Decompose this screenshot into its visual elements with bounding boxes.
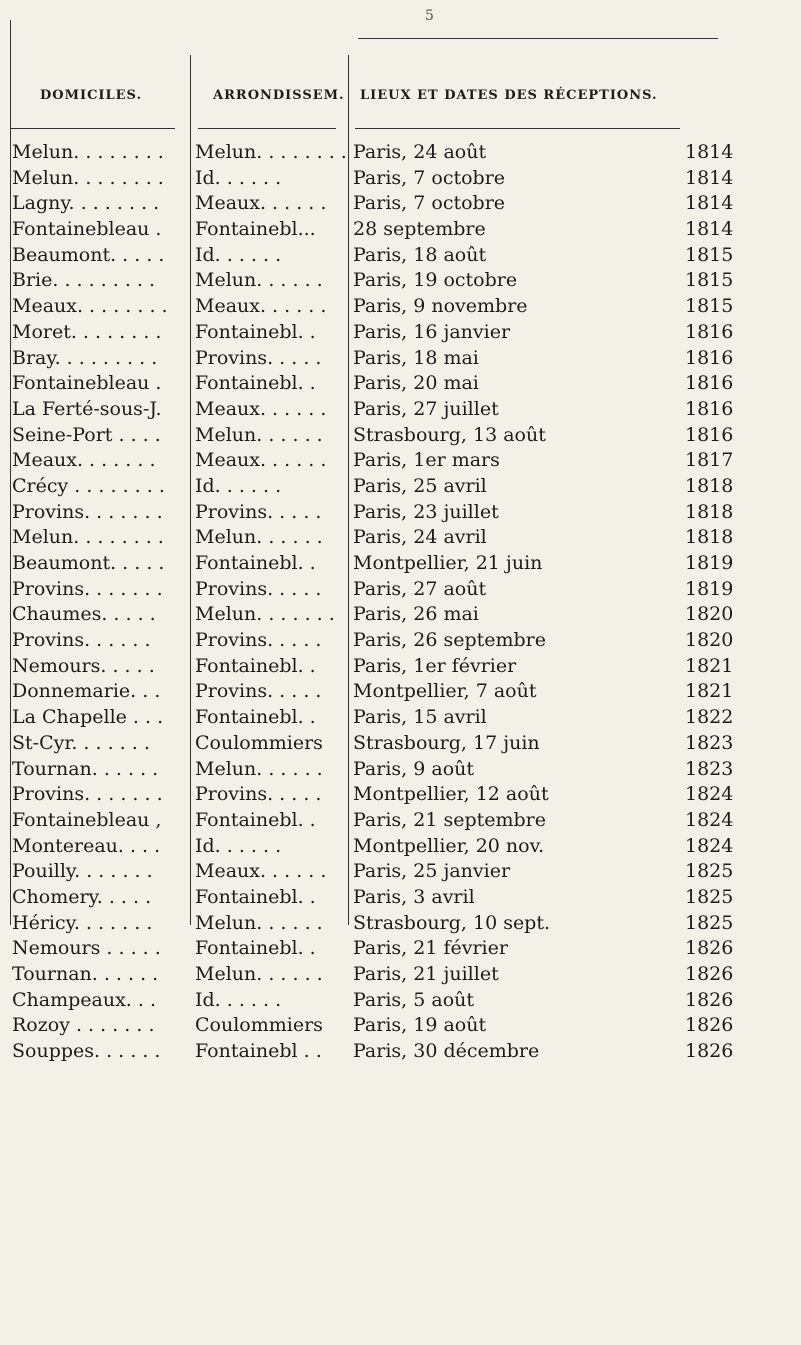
domicile-cell: Donnemarie. . . [12,680,161,703]
arrondissement-cell: Melun. . . . . . [195,423,323,446]
table-row [0,705,801,731]
domicile-cell: Chomery. . . . . [12,885,152,908]
lieu-date-cell: Paris, 21 septembre [353,808,547,831]
arrondissement-cell: Melun. . . . . . [195,757,323,780]
year-cell: 1820 [685,603,734,626]
domicile-cell: Melun. . . . . . . . [12,526,164,549]
table-row [0,243,801,269]
table-row [0,320,801,346]
arrondissement-cell: Fontainebl. . [195,320,316,343]
arrondissement-cell: Meaux. . . . . . [195,397,327,420]
domicile-cell: Brie. . . . . . . . . [12,269,156,292]
domicile-cell: Fontainebleau , [12,808,162,831]
domicile-cell: Melun. . . . . . . . [12,141,164,163]
header-rule-3 [355,128,680,129]
table-row [0,474,801,500]
domicile-cell: St-Cyr. . . . . . . [12,731,150,754]
year-cell: 1826 [685,988,734,1011]
arrondissement-cell: Melun. . . . . . [195,526,323,549]
domicile-cell: Meaux. . . . . . . . [12,295,168,318]
header-domiciles: DOMICILES. [40,88,142,103]
domicile-cell: Provins. . . . . . . [12,577,163,600]
arrondissement-cell: Meaux. . . . . . [195,449,327,472]
lieu-date-cell: Paris, 15 avril [353,706,487,729]
arrondissement-cell: Provins. . . . . [195,577,322,600]
year-cell: 1823 [685,757,734,780]
table-row [0,834,801,860]
lieu-date-cell: Paris, 25 avril [353,474,487,497]
year-cell: 1821 [685,654,734,677]
header-rule-1 [10,128,175,129]
table-row [0,911,801,937]
domicile-cell: Fontainebleau . [12,372,162,395]
table-row [0,397,801,423]
arrondissement-cell: Id. . . . . . [195,166,282,189]
lieu-date-cell: Strasbourg, 13 août [353,423,546,446]
year-cell: 1818 [685,500,734,523]
table-row [0,885,801,911]
domicile-cell: Provins. . . . . . [12,629,151,652]
year-cell: 1825 [685,911,734,934]
lieu-date-cell: Paris, 24 août [353,141,487,163]
arrondissement-cell: Fontainebl. . [195,885,316,908]
year-cell: 1814 [685,141,734,163]
domicile-cell: Nemours. . . . . [12,654,155,677]
domicile-cell: Provins. . . . . . . [12,500,163,523]
domicile-cell: Nemours . . . . . [12,937,161,960]
table-row [0,654,801,680]
year-cell: 1814 [685,166,734,189]
year-cell: 1826 [685,937,734,960]
table-row [0,268,801,294]
lieu-date-cell: Paris, 5 août [353,988,475,1011]
arrondissement-cell: Provins. . . . . [195,500,322,523]
lieu-date-cell: Paris, 27 juillet [353,397,499,420]
year-cell: 1823 [685,731,734,754]
year-cell: 1824 [685,808,734,831]
year-cell: 1825 [685,885,734,908]
year-cell: 1817 [685,449,734,472]
year-cell: 1814 [685,192,734,215]
year-cell: 1822 [685,706,734,729]
year-cell: 1815 [685,243,734,266]
lieu-date-cell: Paris, 21 février [353,937,508,960]
domicile-cell: Souppes. . . . . . [12,1040,161,1063]
arrondissement-cell: Id. . . . . . [195,988,282,1011]
arrondissement-cell: Coulommiers [195,731,323,754]
table-row [0,757,801,783]
lieu-date-cell: Paris, 30 décembre [353,1040,540,1063]
year-cell: 1826 [685,963,734,985]
lieu-date-cell: Paris, 7 octobre [353,166,506,189]
lieu-date-cell: Paris, 9 novembre [353,295,528,318]
arrondissement-cell: Fontainebl . . [195,1040,322,1063]
lieu-date-cell: Paris, 25 janvier [353,860,511,883]
arrondissement-cell: Melun. . . . . . . . [195,141,347,163]
year-cell: 1820 [685,629,734,652]
table-row [0,1013,801,1039]
year-cell: 1816 [685,423,734,446]
arrondissement-cell: Id. . . . . . [195,243,282,266]
lieu-date-cell: Paris, 18 août [353,243,487,266]
arrondissement-cell: Fontainebl. . [195,937,316,960]
domicile-cell: Montereau. . . . [12,834,161,857]
table-row [0,782,801,808]
table-row [0,859,801,885]
lieu-date-cell: Paris, 19 octobre [353,269,518,292]
year-cell: 1818 [685,526,734,549]
table-row [0,294,801,320]
domicile-cell: Crécy . . . . . . . . [12,474,165,497]
arrondissement-cell: Fontainebl. . [195,552,316,574]
lieu-date-cell: Montpellier, 20 nov. [353,834,545,857]
lieu-date-cell: Paris, 21 juillet [353,963,499,985]
year-cell: 1824 [685,783,734,806]
domicile-cell: Meaux. . . . . . . [12,449,156,472]
lieu-date-cell: Paris, 7 octobre [353,192,506,215]
arrondissement-cell: Id. . . . . . [195,474,282,497]
arrondissement-cell: Fontainebl. . [195,706,316,729]
lieu-date-cell: 28 septembre [353,218,486,241]
lieu-date-cell: Montpellier, 21 juin [353,552,543,574]
arrondissement-cell: Meaux. . . . . . [195,192,327,215]
records-table [0,140,801,1065]
lieu-date-cell: Paris, 26 mai [353,603,479,626]
table-row [0,191,801,217]
domicile-cell: Beaumont. . . . . [12,243,165,266]
header-arrondissement: ARRONDISSEM. [213,88,345,103]
year-cell: 1818 [685,474,734,497]
lieu-date-cell: Paris, 19 août [353,1014,487,1037]
arrondissement-cell: Melun. . . . . . [195,911,323,934]
year-cell: 1819 [685,577,734,600]
table-row [0,577,801,603]
table-row [0,448,801,474]
table-row [0,962,801,988]
year-cell: 1816 [685,320,734,343]
lieu-date-cell: Paris, 1er février [353,654,517,677]
arrondissement-cell: Provins. . . . . [195,783,322,806]
domicile-cell: Chaumes. . . . . [12,603,156,626]
year-cell: 1816 [685,372,734,395]
lieu-date-cell: Paris, 27 août [353,577,487,600]
domicile-cell: Melun. . . . . . . . [12,166,164,189]
domicile-cell: Provins. . . . . . . [12,783,163,806]
lieu-date-cell: Paris, 20 mai [353,372,479,395]
table-row [0,371,801,397]
table-row [0,628,801,654]
domicile-cell: Rozoy . . . . . . . [12,1014,155,1037]
domicile-cell: Héricy. . . . . . . [12,911,153,934]
table-row [0,525,801,551]
table-row [0,551,801,577]
table-row [0,1039,801,1065]
arrondissement-cell: Fontainebl. . [195,372,316,395]
arrondissement-cell: Coulommiers [195,1014,323,1037]
lieu-date-cell: Paris, 3 avril [353,885,475,908]
header-rule-2 [198,128,336,129]
table-row [0,140,801,166]
arrondissement-cell: Provins. . . . . [195,346,322,369]
year-cell: 1819 [685,552,734,574]
table-row [0,217,801,243]
table-row [0,936,801,962]
domicile-cell: La Ferté-sous-J. [12,397,162,420]
page-number: 5 [425,8,434,24]
table-row [0,166,801,192]
domicile-cell: Tournan. . . . . . [12,757,159,780]
domicile-cell: La Chapelle . . . [12,706,164,729]
top-rule [358,38,718,39]
domicile-cell: Tournan. . . . . . [12,963,159,985]
arrondissement-cell: Provins. . . . . [195,680,322,703]
year-cell: 1825 [685,860,734,883]
lieu-date-cell: Paris, 26 septembre [353,629,547,652]
year-cell: 1816 [685,397,734,420]
year-cell: 1826 [685,1040,734,1063]
lieu-date-cell: Paris, 23 juillet [353,500,499,523]
lieu-date-cell: Paris, 9 août [353,757,475,780]
arrondissement-cell: Melun. . . . . . [195,269,323,292]
year-cell: 1815 [685,269,734,292]
arrondissement-cell: Meaux. . . . . . [195,295,327,318]
lieu-date-cell: Montpellier, 7 août [353,680,537,703]
arrondissement-cell: Id. . . . . . [195,834,282,857]
table-row [0,808,801,834]
lieu-date-cell: Strasbourg, 17 juin [353,731,540,754]
domicile-cell: Fontainebleau . [12,218,162,241]
table-row [0,731,801,757]
year-cell: 1821 [685,680,734,703]
year-cell: 1814 [685,218,734,241]
lieu-date-cell: Paris, 1er mars [353,449,500,472]
domicile-cell: Pouilly. . . . . . . [12,860,153,883]
table-row [0,500,801,526]
year-cell: 1816 [685,346,734,369]
lieu-date-cell: Paris, 16 janvier [353,320,511,343]
lieu-date-cell: Paris, 24 avril [353,526,487,549]
year-cell: 1824 [685,834,734,857]
domicile-cell: Bray. . . . . . . . . [12,346,158,369]
table-row [0,679,801,705]
header-lieux-dates: LIEUX ET DATES DES RÉCEPTIONS. [360,88,658,103]
domicile-cell: Seine-Port . . . . [12,423,161,446]
lieu-date-cell: Strasbourg, 10 sept. [353,911,551,934]
table-row [0,423,801,449]
arrondissement-cell: Meaux. . . . . . [195,860,327,883]
table-row [0,988,801,1014]
table-row [0,346,801,372]
year-cell: 1826 [685,1014,734,1037]
table-row [0,602,801,628]
year-cell: 1815 [685,295,734,318]
domicile-cell: Moret. . . . . . . . [12,320,162,343]
lieu-date-cell: Paris, 18 mai [353,346,479,369]
domicile-cell: Beaumont. . . . . [12,552,165,574]
arrondissement-cell: Melun. . . . . . . [195,603,335,626]
arrondissement-cell: Fontainebl. . [195,808,316,831]
arrondissement-cell: Provins. . . . . [195,629,322,652]
lieu-date-cell: Montpellier, 12 août [353,783,549,806]
arrondissement-cell: Fontainebl. . [195,654,316,677]
arrondissement-cell: Fontainebl... [195,218,316,241]
arrondissement-cell: Melun. . . . . . [195,963,323,985]
domicile-cell: Lagny. . . . . . . . [12,192,160,215]
domicile-cell: Champeaux. . . [12,988,157,1011]
